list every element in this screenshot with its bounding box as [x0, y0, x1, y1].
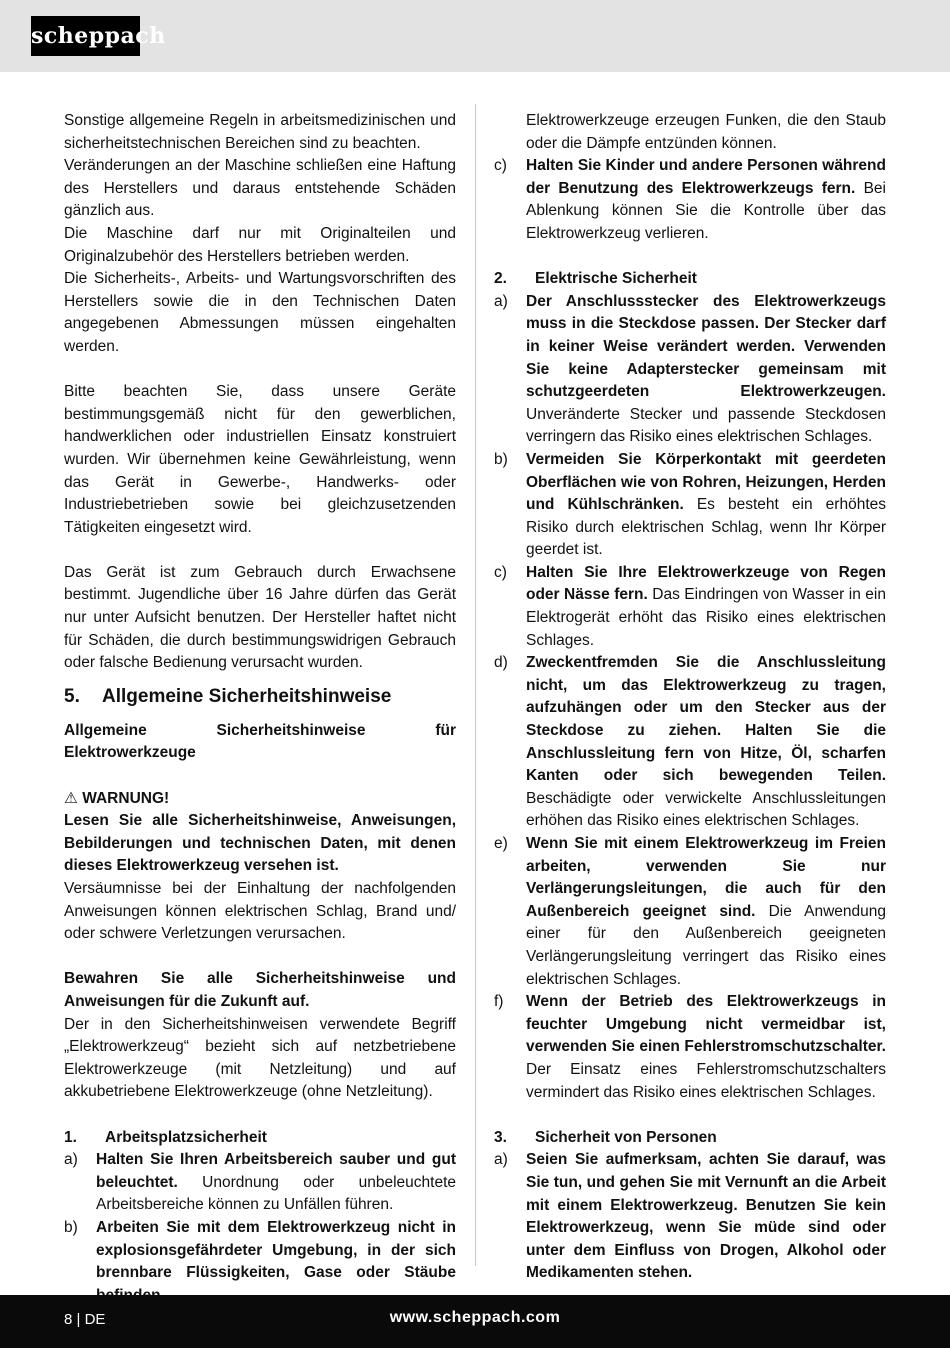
item-text: Elektrowerkzeuge erzeugen Funken, die den Staub oder die Dämpfe entzünden können.	[526, 112, 886, 152]
subsection-title: Elektrische Sicherheit	[535, 270, 697, 288]
item-text: Beschädigte oder verwickelte Anschlussleitungen erhöhen das Risiko eines elektrischen Schlages.	[526, 789, 886, 830]
page-footer	[0, 1295, 950, 1348]
subsection-number: 1.	[64, 1128, 77, 1146]
subsection-title: Sicherheit von Personen	[535, 1128, 717, 1146]
subsection-heading	[494, 268, 886, 291]
item-text: Das Eindringen von Wasser in ein Elektrogerät erhöht das Risiko eines elektrischen Schlages.	[526, 586, 886, 649]
list-item	[494, 155, 886, 245]
subsection-heading	[64, 1127, 456, 1150]
item-bold-text: Seien Sie aufmerksam, achten Sie darauf, was Sie tun, und gehen Sie mit Vernunft an die Arbeit mit einem Elektrowerkzeug. Benutzen Sie kein Elektrowerkzeug, wenn Sie müde sind oder unter dem Einfluss von Drogen, Alkohol oder Medikamenten stehen.	[526, 1151, 886, 1282]
section-number: 5.	[64, 685, 80, 707]
list-item	[64, 1217, 456, 1307]
warning-text: Versäumnisse bei der Einhaltung der nachfolgenden Anweisungen können elektrischen Schlag, Brand und/ oder schwere Verletzungen verursachen.	[64, 880, 456, 943]
item-bold-text: Vermeiden Sie Körperkontakt mit geerdeten Oberflächen wie von Rohren, Heizungen, Herden und Kühlschränken.	[526, 450, 886, 514]
item-text: Der Einsatz eines Fehlerstromschutzschalters vermindert das Risiko eines elektrischen Schlages.	[526, 1060, 886, 1101]
item-text: Die Anwendung einer für den Außenbereich geeigneten Verlängerungsleitung verringert das Risiko eines elektrischen Schlages.	[526, 902, 887, 988]
item-bold-text: Wenn Sie mit einem Elektrowerkzeug im Freien arbeiten, verwenden Sie nur Verlängerungsleitungen, die auch für den Außenbereich geeignet sind.	[526, 835, 886, 920]
item-bold-text: Halten Sie Ihren Arbeitsbereich sauber und gut beleuchtet.	[96, 1151, 456, 1191]
page-number: 8 | DE	[64, 1311, 106, 1328]
list-item	[64, 1149, 456, 1217]
column-divider	[475, 104, 476, 1266]
section-title: Allgemeine Sicherheitshinweise	[102, 685, 392, 707]
page-header	[0, 0, 950, 72]
list-item	[494, 449, 886, 562]
warning-bold-text: Lesen Sie alle Sicherheitshinweise, Anweisungen, Bebilderungen und technischen Daten, mit denen dieses Elektrowerkzeug versehen ist.	[64, 812, 456, 875]
item-bold-text: Arbeiten Sie mit dem Elektrowerkzeug nicht in explosionsgefährdeter Umgebung, in der sich brennbare Flüssigkeiten, Gase oder Stäube	[96, 1218, 456, 1282]
warning-heading: ⚠ WARNUNG!	[64, 789, 170, 807]
subsection-number: 2.	[494, 270, 507, 288]
paragraph: Das Gerät ist zum Gebrauch durch Erwachsene bestimmt. Jugendliche über 16 Jahre dürfen das Gerät nur unter Aufsicht benutzen. Der Hersteller haftet nicht für Schäden, die durch bestimmungswidrigen Gebrauch oder falsche Bedienung verursacht wurden.	[64, 563, 456, 672]
item-text: Unordnung oder unbeleuchtete Arbeitsbereiche können zu Unfällen führen.	[96, 1173, 456, 1214]
keep-instructions-bold: Bewahren Sie alle Sicherheitshinweise und Anweisungen für die Zukunft auf.	[64, 970, 456, 1010]
website-link[interactable]: www.scheppach.com	[389, 1309, 561, 1326]
item-label: b)	[64, 1218, 78, 1236]
subsection-number: 3.	[494, 1128, 507, 1146]
section-heading	[64, 685, 456, 709]
subsection-heading	[494, 1127, 886, 1150]
brand-logo: scheppach	[31, 16, 140, 56]
left-column	[64, 110, 456, 1307]
subsection-title: Arbeitsplatzsicherheit	[105, 1128, 267, 1146]
item-bold-text: Wenn der Betrieb des Elektrowerkzeugs in feuchter Umgebung nicht vermeidbar ist, verwenden Sie einen Fehlerstromschutzschalter.	[526, 993, 886, 1056]
item-bold-text: Halten Sie Ihre Elektrowerkzeuge von Regen oder Nässe fern.	[526, 563, 886, 604]
paragraph: Sonstige allgemeine Regeln in arbeitsmedizinischen und sicherheitstechnischen Bereichen sind zu beachten.	[64, 112, 456, 152]
item-bold-text: Halten Sie Kinder und andere Personen während der Benutzung des Elektrowerkzeugs fern.	[526, 157, 886, 197]
item-label: b)	[494, 450, 508, 468]
list-item	[494, 562, 886, 652]
item-label: e)	[494, 835, 508, 852]
keep-instructions-text: Der in den Sicherheitshinweisen verwendete Begriff „Elektrowerkzeug“ bezieht sich auf netzbetriebene Elektrowerkzeuge (mit Netzleitung) und auf akkubetriebene Elektrowerkzeuge (ohne Netzleitung).	[64, 1015, 456, 1101]
list-item	[494, 991, 886, 1104]
subheading: Allgemeine Sicherheitshinweise für Elektrowerkzeuge	[64, 721, 456, 762]
paragraph: Veränderungen an der Maschine schließen eine Haftung des Herstellers und daraus entstehende Schäden gänzlich aus.	[64, 157, 456, 220]
item-text: Bei Ablenkung können Sie die Kontrolle über das Elektrowerkzeug verlieren.	[526, 179, 886, 242]
paragraph: Die Sicherheits-, Arbeits- und Wartungsvorschriften des Herstellers sowie die in den Technischen Daten angegebenen Abmessungen müssen eingehalten werden.	[64, 270, 456, 355]
item-label: a)	[494, 1151, 508, 1169]
item-label: f)	[494, 993, 504, 1011]
item-label: a)	[494, 292, 508, 310]
item-label: a)	[64, 1151, 78, 1169]
list-item	[494, 652, 886, 833]
list-item-continuation	[494, 110, 886, 155]
item-bold-text: Zweckentfremden Sie die Anschlussleitung nicht, um das Elektrowerkzeug zu tragen, aufzuhängen oder um den Stecker aus der Steckdose zu ziehen. Halten Sie die Anschlussleitung fern von Hitze, Öl, scharfen Kanten oder sich bewegenden Teilen.	[526, 654, 886, 785]
list-item	[494, 833, 886, 991]
list-item	[494, 291, 886, 449]
paragraph: Bitte beachten Sie, dass unsere Geräte bestimmungsgemäß nicht für den gewerblichen, handwerklichen oder industriellen Einsatz konstruiert wurden. Wir übernehmen keine Gewährleistung, wenn das Gerät in Gewerbe-, Handwerks- oder Industriebetrieben sowie bei gleichzusetzenden Tätigkeiten eingesetzt wird.	[64, 383, 456, 536]
item-label: c)	[494, 563, 507, 581]
list-item	[494, 1149, 886, 1285]
item-label: d)	[494, 654, 508, 672]
paragraph: Die Maschine darf nur mit Originalteilen und Originalzubehör des Herstellers betrieben werden.	[64, 224, 456, 265]
item-text: Unveränderte Stecker und passende Steckdosen verringern das Risiko eines elektrischen Schlages.	[526, 405, 886, 446]
item-text: Es besteht ein erhöhtes Risiko durch elektrischen Schlag, wenn Ihr Körper geerdet ist.	[526, 496, 886, 559]
item-label: c)	[494, 157, 507, 175]
right-column	[494, 110, 886, 1285]
warning-triangle-icon: ⚠	[64, 789, 78, 807]
item-bold-text: Der Anschlussstecker des Elektrowerkzeugs muss in die Steckdose passen. Der Stecker darf in keiner Weise verändert werden. Verwenden Sie keine Adapterstecker gemeinsam mit schutzgeerdeten Elektrowerkzeugen.	[526, 292, 886, 401]
